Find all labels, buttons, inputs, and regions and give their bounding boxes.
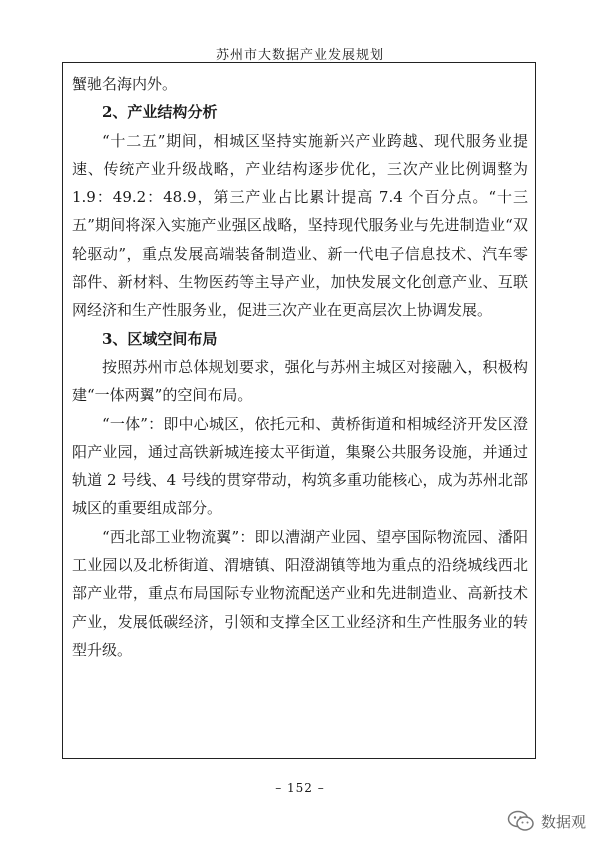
document-body	[72, 70, 528, 664]
watermark-label: 数据观	[540, 812, 586, 831]
page-number: – 152 –	[275, 781, 325, 795]
page-header-title: 苏州市大数据产业发展规划	[215, 48, 384, 63]
body-paragraph: “西北部工业物流翼”：即以漕湖产业园、望亭国际物流园、潘阳工业园以及北桥街道、渭塘镇、阳澄湖镇等地为重点的沿绕城线西北部产业带，重点布局国际专业物流配送产业和先进制造业、高新技术产业，发展低碳经济，引领和支撑全区工业经济和生产性服务业的转型升级。	[72, 527, 528, 659]
body-paragraph: “十二五”期间，相城区坚持实施新兴产业跨越、现代服务业提速、传统产业升级战略，产业结构逐步优化，三次产业比例调整为 1.9：49.2：48.9，第三产业占比累计提高 7.4 个百分点。“十三五”期间将深入实施产业强区战略，坚持现代服务业与先进制造业“双轮驱动”，重点发展高端装备制造业、新一代电子信息技术、汽车零部件、新材料、生物医药等主导产业，加快发展文化创意产业、互联网经济和生产性服务业，促进三次产业在更高层次上协调发展。	[72, 131, 528, 320]
wechat-icon	[507, 810, 535, 832]
body-paragraph: 蟹驰名海内外。	[72, 75, 178, 93]
section-heading: 3、区域空间布局	[102, 329, 218, 348]
body-paragraph: “一体”：即中心城区，依托元和、黄桥街道和相城经济开发区澄阳产业园，通过高铁新城连接太平街道，集聚公共服务设施，并通过轨道 2 号线、4 号线的贯穿带动，构筑多重功能核心，成为苏州北部城区的重要组成部分。	[72, 414, 528, 518]
section-heading: 2、产业结构分析	[102, 103, 218, 122]
watermark	[507, 810, 586, 832]
body-paragraph: 按照苏州市总体规划要求，强化与苏州主城区对接融入，积极构建“一体两翼”的空间布局。	[72, 357, 528, 405]
